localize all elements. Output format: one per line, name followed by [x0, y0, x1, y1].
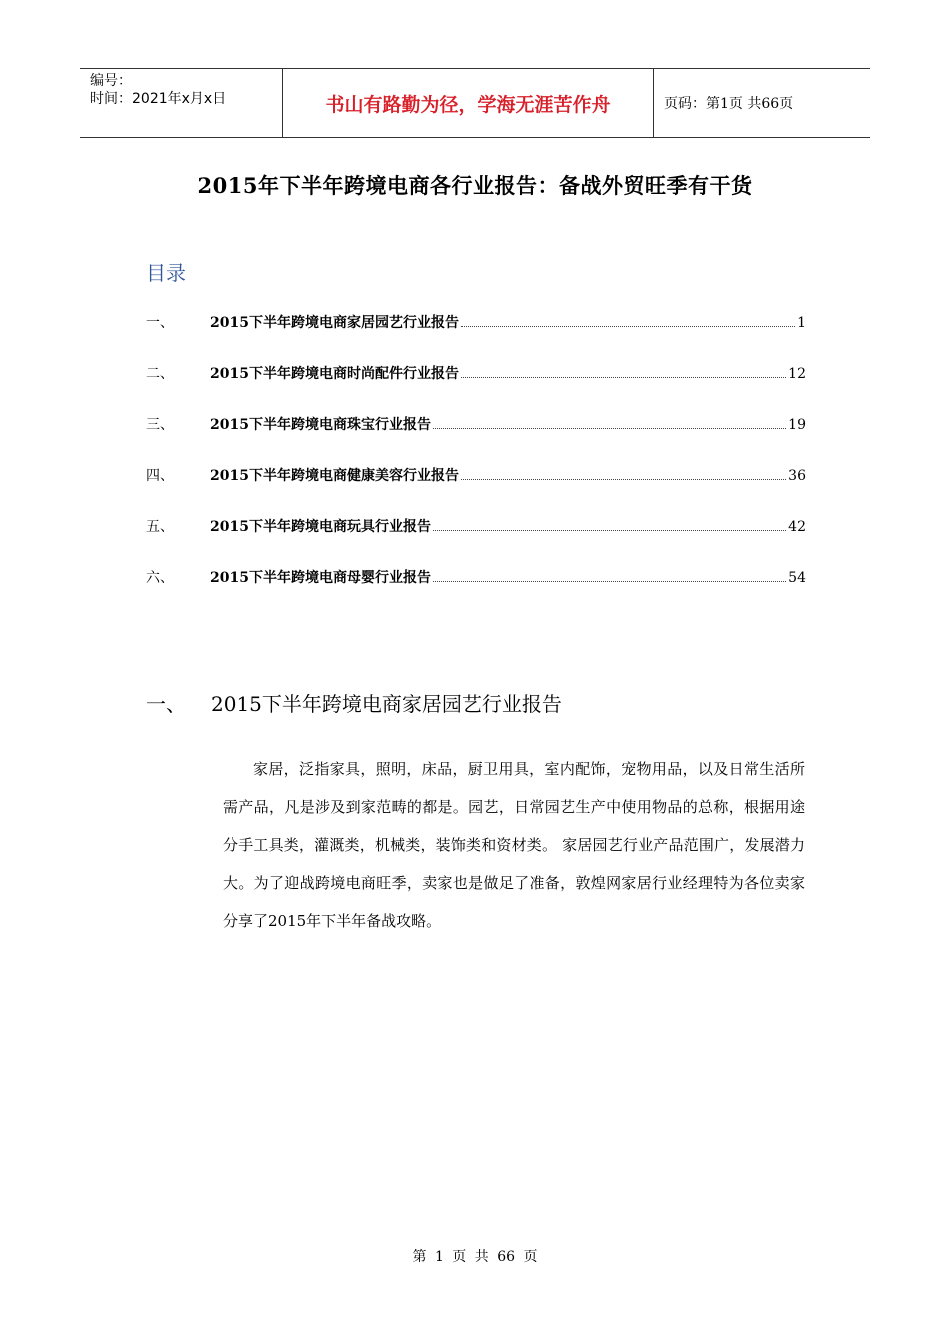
toc-leader-dots — [461, 325, 795, 327]
header-motto: 书山有路勤为径，学海无涯苦作舟 — [282, 69, 654, 137]
toc-item-title[interactable]: 2015下半年跨境电商时尚配件行业报告 — [210, 366, 459, 382]
page-footer: 第 1 页 共 66 页 — [412, 1249, 538, 1265]
toc-leader-dots — [433, 529, 786, 531]
toc-item-number: 三、 — [146, 417, 174, 433]
toc-item-number: 六、 — [146, 570, 174, 586]
toc-item-number: 一、 — [146, 315, 174, 331]
toc-item-title[interactable]: 2015下半年跨境电商家居园艺行业报告 — [210, 315, 459, 331]
toc-item-number: 五、 — [146, 519, 174, 535]
section-title: 2015下半年跨境电商家居园艺行业报告 — [211, 692, 562, 716]
toc-item-title[interactable]: 2015下半年跨境电商玩具行业报告 — [210, 519, 431, 535]
toc-item-page: 19 — [788, 417, 806, 433]
toc-item-5[interactable] — [146, 516, 806, 567]
toc-item-page: 42 — [788, 519, 806, 535]
section-paragraph: 家居，泛指家具，照明，床品，厨卫用具，室内配饰，宠物用品，以及日常生活所需产品，凡是涉及到家范畴的都是。园艺，日常园艺生产中使用物品的总称，根据用途分手工具类，灌溉类，机械类，装饰类和资材类。 家居园艺行业产品范围广，发展潜力大。为了迎战跨境电商旺季，卖家也是做足了准备，敦煌网家居行业经理特为各位卖家分享了2015年下半年备战攻略。 — [223, 760, 805, 930]
section-number: 一、 — [146, 692, 186, 716]
toc-item-1[interactable] — [146, 312, 806, 363]
toc-leader-dots — [433, 580, 786, 582]
toc-item-2[interactable] — [146, 363, 806, 414]
document-title: 2015年下半年跨境电商各行业报告：备战外贸旺季有干货 — [197, 173, 753, 198]
toc-item-title[interactable]: 2015下半年跨境电商珠宝行业报告 — [210, 417, 431, 433]
header-meta — [80, 69, 282, 137]
toc-leader-dots — [461, 478, 786, 480]
number-label: 编号： — [90, 73, 132, 89]
toc-item-3[interactable] — [146, 414, 806, 465]
section-heading — [146, 688, 562, 717]
toc-leader-dots — [461, 376, 786, 378]
toc-item-number: 四、 — [146, 468, 174, 484]
toc-heading: 目录 — [146, 261, 186, 285]
toc-item-number: 二、 — [146, 366, 174, 382]
toc-item-6[interactable] — [146, 567, 806, 618]
page-header — [80, 68, 870, 138]
toc-item-page: 36 — [788, 468, 806, 484]
toc-leader-dots — [433, 427, 786, 429]
table-of-contents — [146, 312, 806, 618]
toc-item-page: 12 — [788, 366, 806, 382]
toc-item-page: 1 — [797, 315, 806, 331]
toc-item-title[interactable]: 2015下半年跨境电商健康美容行业报告 — [210, 468, 459, 484]
date-label: 时间：2021年x月x日 — [90, 91, 227, 107]
toc-item-page: 54 — [788, 570, 806, 586]
header-page-info: 页码：第1页 共66页 — [664, 96, 794, 112]
toc-item-title[interactable]: 2015下半年跨境电商母婴行业报告 — [210, 570, 431, 586]
toc-item-4[interactable] — [146, 465, 806, 516]
